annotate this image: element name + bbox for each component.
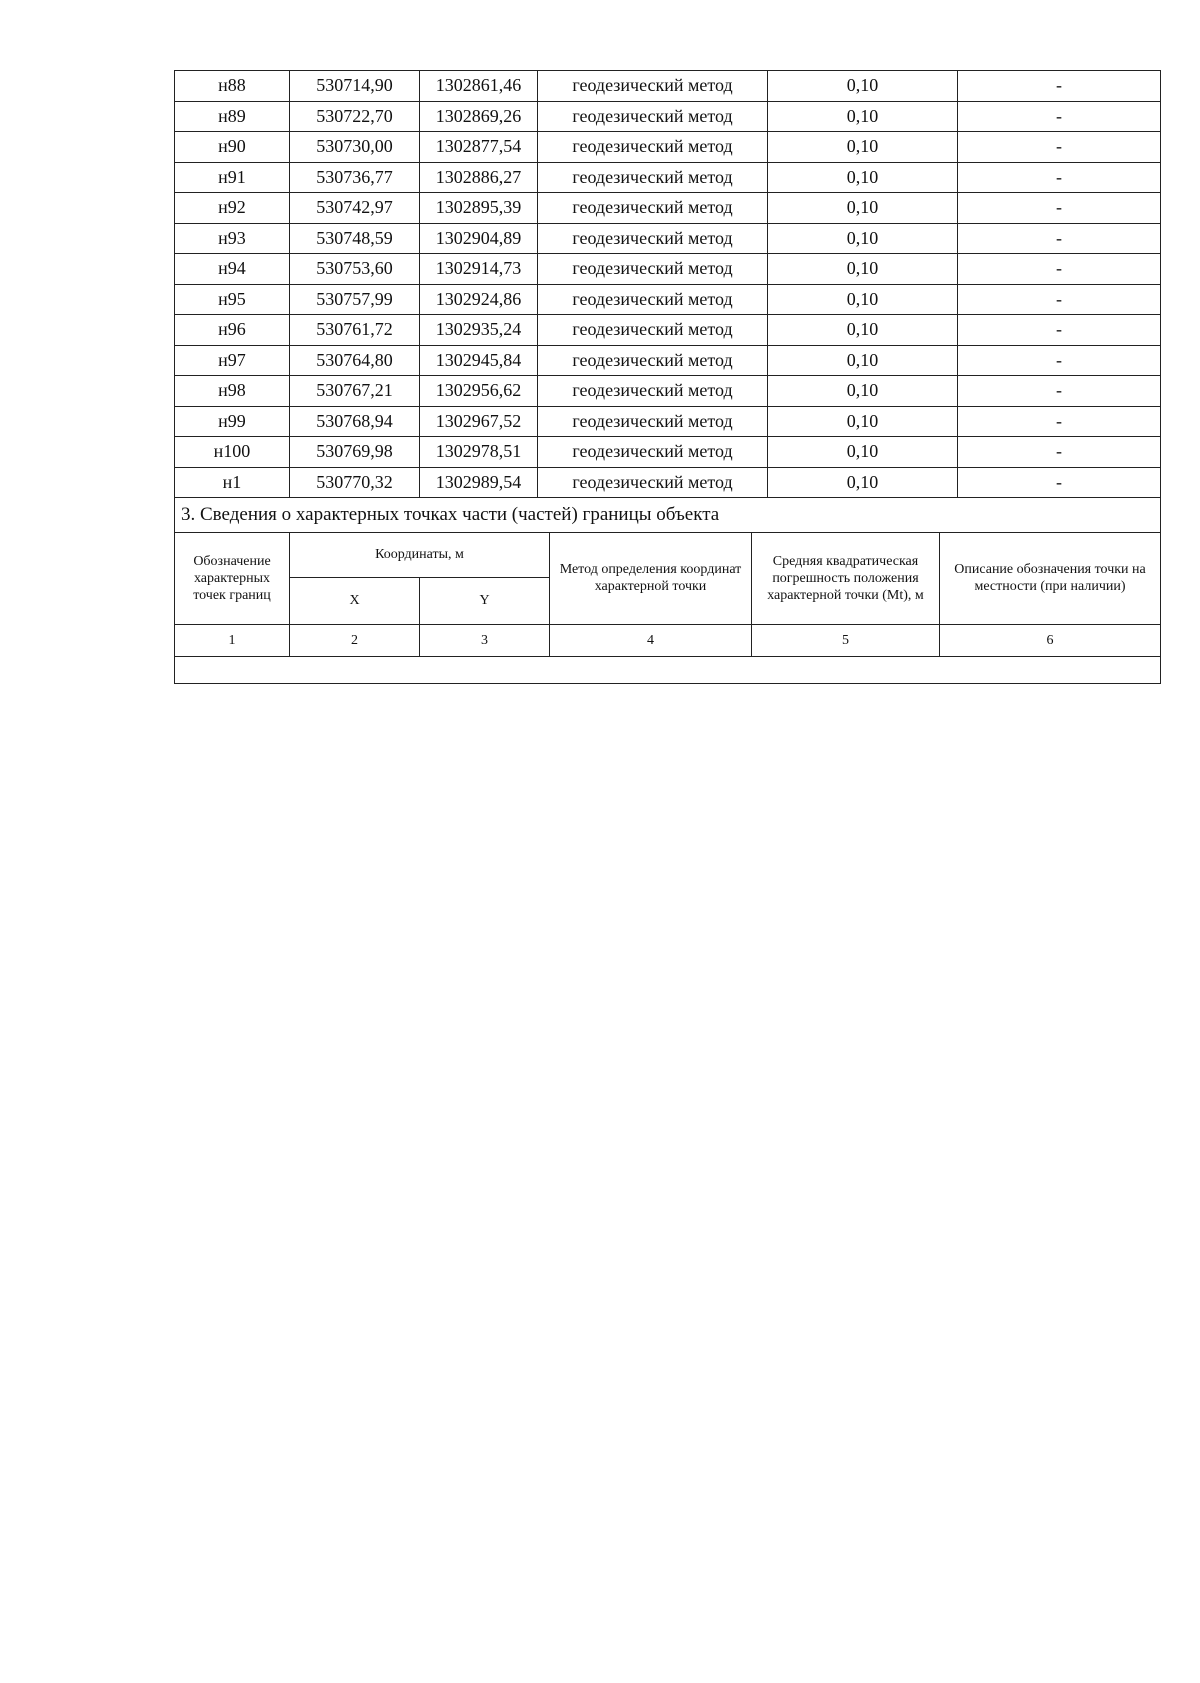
table-row bbox=[175, 315, 1161, 346]
point-desc: - bbox=[958, 71, 1161, 102]
column-number: 3 bbox=[420, 624, 550, 656]
point-x: 530742,97 bbox=[290, 193, 420, 224]
point-desc: - bbox=[958, 315, 1161, 346]
point-mt: 0,10 bbox=[768, 467, 958, 498]
point-desc: - bbox=[958, 193, 1161, 224]
empty-row bbox=[175, 656, 1161, 683]
table-row bbox=[175, 406, 1161, 437]
section-title: 3. Сведения о характерных точках части (частей) границы объекта bbox=[175, 498, 1161, 533]
column-number: 6 bbox=[940, 624, 1161, 656]
point-x: 530764,80 bbox=[290, 345, 420, 376]
column-number-row bbox=[175, 624, 1161, 656]
table-row bbox=[175, 101, 1161, 132]
point-name: н1 bbox=[175, 467, 290, 498]
table-row bbox=[175, 376, 1161, 407]
point-x: 530757,99 bbox=[290, 284, 420, 315]
column-number: 1 bbox=[175, 624, 290, 656]
point-mt: 0,10 bbox=[768, 315, 958, 346]
point-y: 1302989,54 bbox=[420, 467, 538, 498]
point-y: 1302935,24 bbox=[420, 315, 538, 346]
point-method: геодезический метод bbox=[538, 193, 768, 224]
point-desc: - bbox=[958, 437, 1161, 468]
header-row bbox=[175, 532, 1161, 577]
point-y: 1302956,62 bbox=[420, 376, 538, 407]
point-name: н89 bbox=[175, 101, 290, 132]
point-desc: - bbox=[958, 162, 1161, 193]
column-number: 4 bbox=[550, 624, 752, 656]
point-mt: 0,10 bbox=[768, 406, 958, 437]
point-x: 530769,98 bbox=[290, 437, 420, 468]
point-mt: 0,10 bbox=[768, 376, 958, 407]
point-name: н95 bbox=[175, 284, 290, 315]
point-method: геодезический метод bbox=[538, 71, 768, 102]
point-desc: - bbox=[958, 132, 1161, 163]
point-y: 1302904,89 bbox=[420, 223, 538, 254]
point-name: н100 bbox=[175, 437, 290, 468]
header-coords: Координаты, м bbox=[290, 532, 550, 577]
point-y: 1302924,86 bbox=[420, 284, 538, 315]
points-table bbox=[174, 70, 1161, 533]
table-row bbox=[175, 132, 1161, 163]
header-desc: Описание обозначения точки на местности (при наличии) bbox=[940, 532, 1161, 624]
table-row bbox=[175, 71, 1161, 102]
point-method: геодезический метод bbox=[538, 467, 768, 498]
header-method: Метод определения координат характерной точки bbox=[550, 532, 752, 624]
point-mt: 0,10 bbox=[768, 437, 958, 468]
point-desc: - bbox=[958, 101, 1161, 132]
point-desc: - bbox=[958, 376, 1161, 407]
point-x: 530753,60 bbox=[290, 254, 420, 285]
point-mt: 0,10 bbox=[768, 162, 958, 193]
table-row bbox=[175, 284, 1161, 315]
point-name: н99 bbox=[175, 406, 290, 437]
point-x: 530768,94 bbox=[290, 406, 420, 437]
point-x: 530770,32 bbox=[290, 467, 420, 498]
point-mt: 0,10 bbox=[768, 193, 958, 224]
point-x: 530714,90 bbox=[290, 71, 420, 102]
point-name: н92 bbox=[175, 193, 290, 224]
table-row bbox=[175, 467, 1161, 498]
point-method: геодезический метод bbox=[538, 376, 768, 407]
point-method: геодезический метод bbox=[538, 101, 768, 132]
point-method: геодезический метод bbox=[538, 162, 768, 193]
point-method: геодезический метод bbox=[538, 132, 768, 163]
table-row bbox=[175, 223, 1161, 254]
point-y: 1302869,26 bbox=[420, 101, 538, 132]
point-y: 1302877,54 bbox=[420, 132, 538, 163]
point-y: 1302914,73 bbox=[420, 254, 538, 285]
point-mt: 0,10 bbox=[768, 254, 958, 285]
point-desc: - bbox=[958, 284, 1161, 315]
point-name: н96 bbox=[175, 315, 290, 346]
point-name: н88 bbox=[175, 71, 290, 102]
point-mt: 0,10 bbox=[768, 284, 958, 315]
point-method: геодезический метод bbox=[538, 406, 768, 437]
point-desc: - bbox=[958, 467, 1161, 498]
point-desc: - bbox=[958, 406, 1161, 437]
point-name: н91 bbox=[175, 162, 290, 193]
point-x: 530761,72 bbox=[290, 315, 420, 346]
point-mt: 0,10 bbox=[768, 345, 958, 376]
header-y: Y bbox=[420, 577, 550, 624]
point-desc: - bbox=[958, 223, 1161, 254]
point-name: н93 bbox=[175, 223, 290, 254]
point-mt: 0,10 bbox=[768, 132, 958, 163]
point-y: 1302945,84 bbox=[420, 345, 538, 376]
point-name: н90 bbox=[175, 132, 290, 163]
parts-table bbox=[174, 532, 1161, 684]
points-table-body bbox=[175, 71, 1161, 498]
point-mt: 0,10 bbox=[768, 101, 958, 132]
document-sheet bbox=[174, 70, 1160, 684]
point-name: н97 bbox=[175, 345, 290, 376]
point-y: 1302967,52 bbox=[420, 406, 538, 437]
point-method: геодезический метод bbox=[538, 223, 768, 254]
point-x: 530736,77 bbox=[290, 162, 420, 193]
column-number: 2 bbox=[290, 624, 420, 656]
point-method: геодезический метод bbox=[538, 437, 768, 468]
point-mt: 0,10 bbox=[768, 71, 958, 102]
point-method: геодезический метод bbox=[538, 254, 768, 285]
table-row bbox=[175, 193, 1161, 224]
table-row bbox=[175, 162, 1161, 193]
point-x: 530730,00 bbox=[290, 132, 420, 163]
header-x: X bbox=[290, 577, 420, 624]
point-name: н94 bbox=[175, 254, 290, 285]
point-name: н98 bbox=[175, 376, 290, 407]
point-x: 530722,70 bbox=[290, 101, 420, 132]
point-method: геодезический метод bbox=[538, 284, 768, 315]
section-title-row bbox=[175, 498, 1161, 533]
header-designation: Обозначение характерных точек границ bbox=[175, 532, 290, 624]
point-y: 1302861,46 bbox=[420, 71, 538, 102]
point-y: 1302895,39 bbox=[420, 193, 538, 224]
table-row bbox=[175, 437, 1161, 468]
point-method: геодезический метод bbox=[538, 315, 768, 346]
header-mt: Средняя квадратическая погрешность положения характерной точки (Mt), м bbox=[752, 532, 940, 624]
point-x: 530767,21 bbox=[290, 376, 420, 407]
point-y: 1302886,27 bbox=[420, 162, 538, 193]
point-y: 1302978,51 bbox=[420, 437, 538, 468]
point-desc: - bbox=[958, 345, 1161, 376]
point-x: 530748,59 bbox=[290, 223, 420, 254]
point-method: геодезический метод bbox=[538, 345, 768, 376]
empty-cell bbox=[175, 656, 1161, 683]
point-mt: 0,10 bbox=[768, 223, 958, 254]
column-number: 5 bbox=[752, 624, 940, 656]
table-row bbox=[175, 345, 1161, 376]
point-desc: - bbox=[958, 254, 1161, 285]
table-row bbox=[175, 254, 1161, 285]
